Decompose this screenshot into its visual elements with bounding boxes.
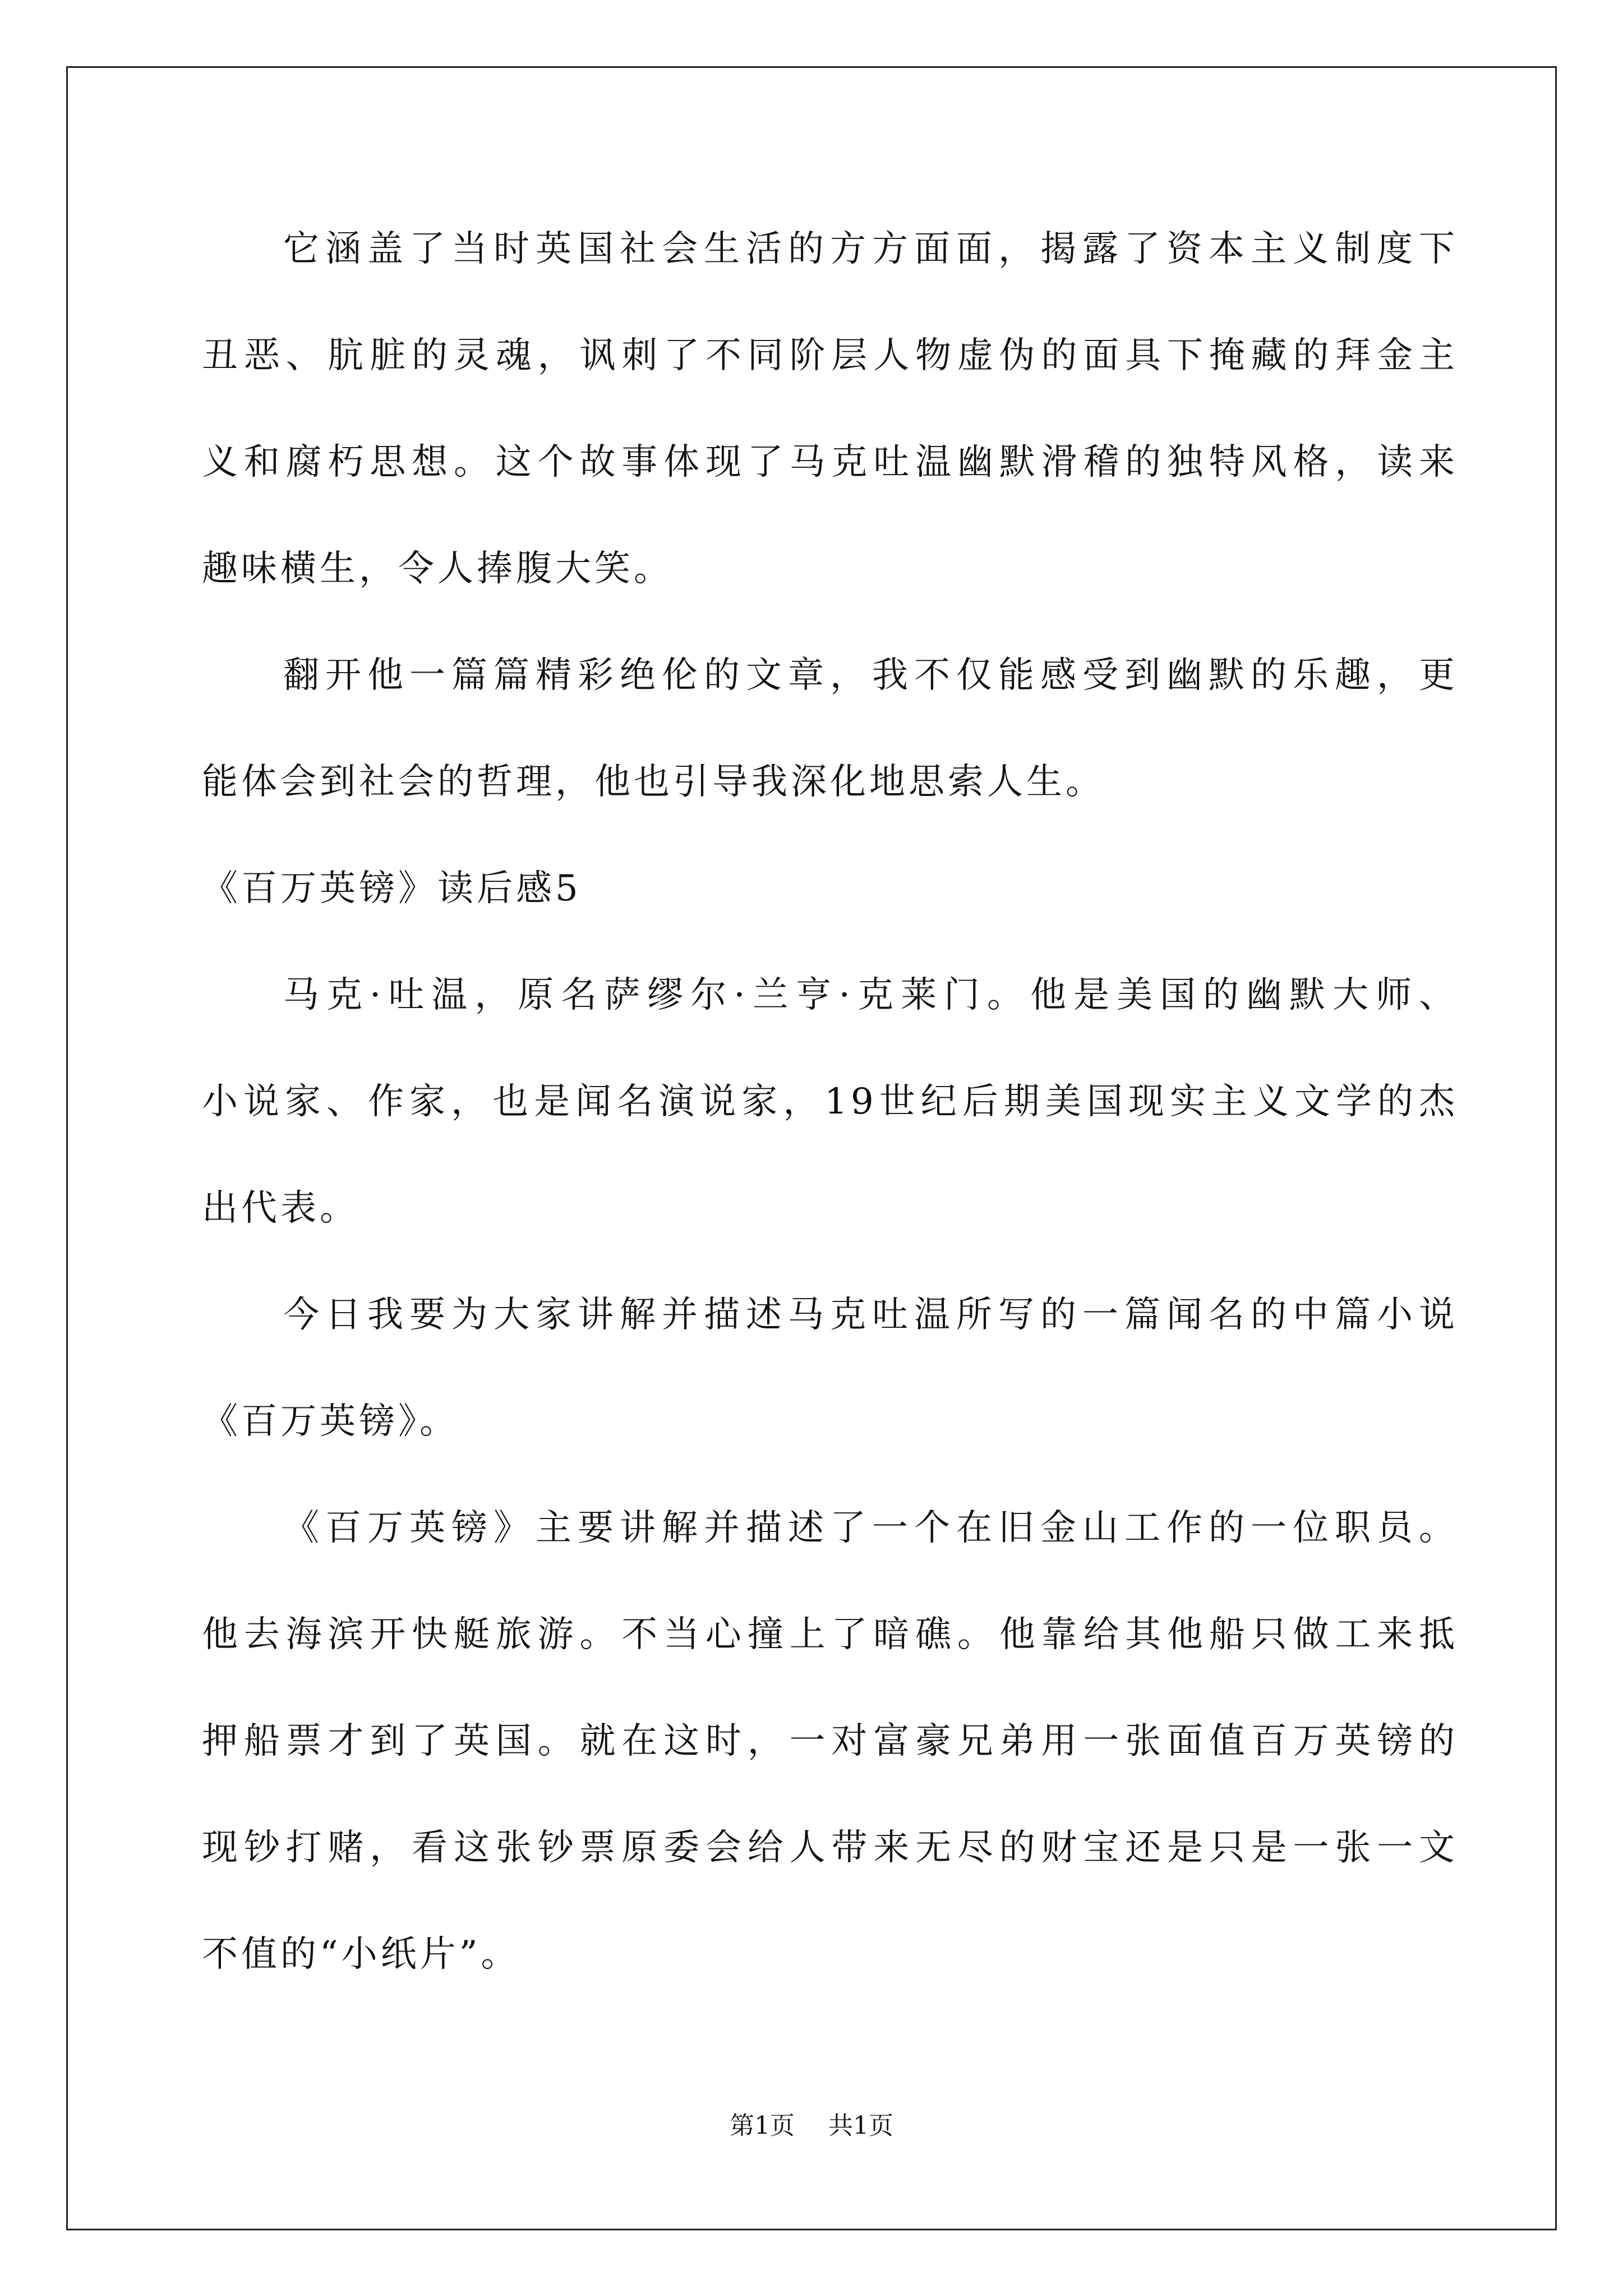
text-line: 《百万英镑》。	[202, 1401, 459, 1442]
page-number: 第1页	[730, 2111, 795, 2140]
text-line: 押船票才到了英国。就在这时，一对富豪兄弟用一张面值百万英镑的	[202, 1720, 1458, 1762]
section-heading: 《百万英镑》读后感5	[202, 868, 582, 909]
text-line: 趣味横生，令人捧腹大笑。	[202, 548, 673, 590]
text-line: 现钞打赌，看这张钞票原委会给人带来无尽的财宝还是只是一张一文	[202, 1827, 1458, 1869]
page-total: 共1页	[828, 2111, 893, 2140]
text-line: 义和腐朽思想。这个故事体现了马克吐温幽默滑稽的独特风格，读来	[202, 441, 1458, 483]
page-footer	[0, 2109, 1623, 2143]
text-line: 《百万英镑》主要讲解并描述了一个在旧金山工作的一位职员。	[283, 1507, 1458, 1549]
page-border	[66, 66, 1557, 2230]
text-line: 能体会到社会的哲理，他也引导我深化地思索人生。	[202, 761, 1105, 803]
text-line: 丑恶、肮脏的灵魂，讽刺了不同阶层人物虚伪的面具下掩藏的拜金主	[202, 335, 1458, 376]
text-line: 翻开他一篇篇精彩绝伦的文章，我不仅能感受到幽默的乐趣，更	[283, 655, 1458, 696]
text-line: 今日我要为大家讲解并描述马克吐温所写的一篇闻名的中篇小说	[283, 1294, 1458, 1336]
text-line: 它涵盖了当时英国社会生活的方方面面，揭露了资本主义制度下	[283, 228, 1458, 270]
text-line: 不值的“小纸片”。	[202, 1934, 520, 1975]
text-line: 他去海滨开快艇旅游。不当心撞上了暗礁。他靠给其他船只做工来抵	[202, 1614, 1458, 1655]
text-line: 小说家、作家，也是闻名演说家，19世纪后期美国现实主义文学的杰	[202, 1081, 1458, 1122]
text-line: 马克·吐温，原名萨缪尔·兰亨·克莱门。他是美国的幽默大师、	[283, 974, 1458, 1016]
text-line: 出代表。	[202, 1188, 359, 1229]
